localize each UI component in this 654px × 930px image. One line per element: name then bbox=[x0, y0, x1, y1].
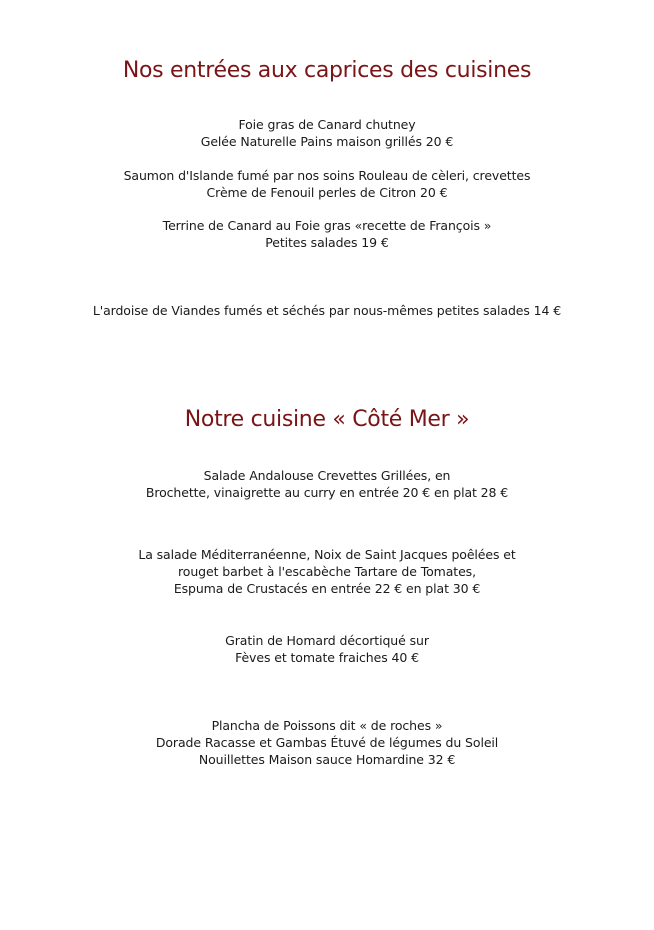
menu-item-line: Plancha de Poissons dit « de roches » bbox=[211, 718, 443, 733]
menu-item-line: Espuma de Crustacés en entrée 22 € en plat 30 € bbox=[173, 581, 481, 596]
menu-item-line: Gratin de Homard décortiqué sur bbox=[225, 633, 429, 648]
menu-item-line: Terrine de Canard au Foie gras «recette de François » bbox=[162, 218, 492, 233]
menu-item-line: Fèves et tomate fraiches 40 € bbox=[235, 650, 419, 665]
menu-item-line: Salade Andalouse Crevettes Grillées, en bbox=[203, 468, 451, 483]
menu-item-terrine bbox=[0, 217, 654, 251]
section-title-cote-mer: Notre cuisine « Côté Mer » bbox=[184, 407, 470, 432]
menu-item-line: Saumon d'Islande fumé par nos soins Rouleau de cèleri, crevettes bbox=[123, 168, 531, 183]
menu-item-salade-andalouse bbox=[0, 467, 654, 501]
menu-item-line: rouget barbet à l'escabèche Tartare de Tomates, bbox=[178, 564, 476, 579]
menu-item-foie-gras bbox=[0, 116, 654, 150]
menu-item-gratin-homard bbox=[0, 632, 654, 666]
menu-item-line: Gelée Naturelle Pains maison grillés 20 € bbox=[200, 134, 454, 149]
menu-item-line: Foie gras de Canard chutney bbox=[238, 117, 416, 132]
menu-item-line: Brochette, vinaigrette au curry en entrée 20 € en plat 28 € bbox=[145, 485, 509, 500]
menu-item-line: La salade Méditerranéenne, Noix de Saint Jacques poêlées et bbox=[138, 547, 516, 562]
menu-item-line: Dorade Racasse et Gambas Étuvé de légumes du Soleil bbox=[155, 735, 499, 750]
menu-item-saumon bbox=[0, 167, 654, 201]
menu-item-ardoise bbox=[0, 302, 654, 319]
menu-item-line: L'ardoise de Viandes fumés et séchés par nous-mêmes petites salades 14 € bbox=[92, 303, 562, 318]
menu-item-line: Crème de Fenouil perles de Citron 20 € bbox=[206, 185, 448, 200]
menu-item-plancha-poissons bbox=[0, 717, 654, 768]
menu-item-line: Petites salades 19 € bbox=[265, 235, 389, 250]
section-title-entrees: Nos entrées aux caprices des cuisines bbox=[122, 58, 532, 83]
menu-item-line: Nouillettes Maison sauce Homardine 32 € bbox=[198, 752, 456, 767]
menu-item-salade-mediterraneenne bbox=[0, 546, 654, 597]
